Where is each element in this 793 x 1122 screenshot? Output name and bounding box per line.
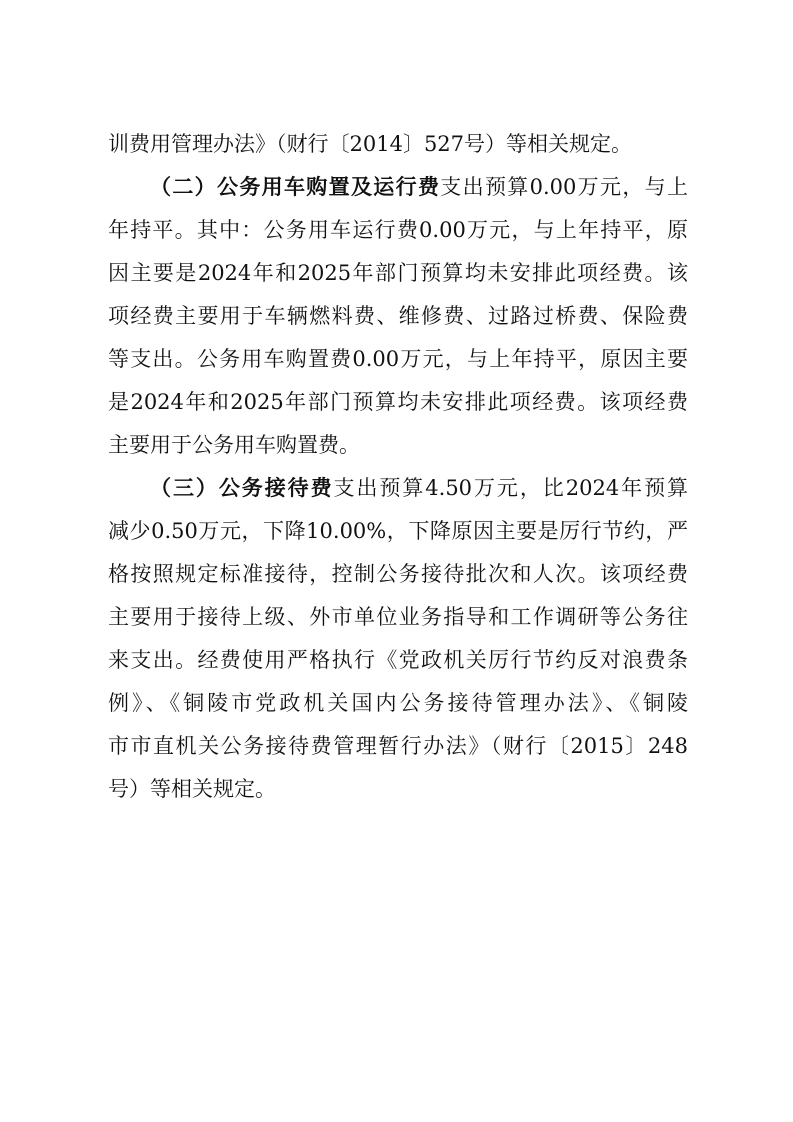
- body-text: 减少0.50万元，下降10.00%，下降原因主要是厉行节约，严: [108, 519, 688, 543]
- paragraph-3-line-4: [108, 597, 688, 637]
- body-text: 支出预算4.50万元，比2024年预算: [333, 476, 688, 500]
- body-text: 市市直机关公务接待费管理暂行办法》（财行〔2015〕248: [108, 734, 688, 758]
- body-text: 主要用于接待上级、外市单位业务指导和工作调研等公务往: [108, 605, 688, 629]
- body-text: 因主要是2024年和2025年部门预算均未安排此项经费。该: [108, 261, 688, 285]
- paragraph-3-line-2: [108, 511, 688, 551]
- body-text: 例》、《铜陵市党政机关国内公务接待管理办法》、《铜陵: [108, 691, 688, 715]
- paragraph-3-line-6: [108, 683, 688, 723]
- paragraph-2-line-2: [108, 210, 688, 250]
- paragraph-3-line-8: [108, 769, 688, 809]
- body-text: 训费用管理办法》（财行〔2014〕527号）等相关规定。: [108, 132, 633, 156]
- body-text: 是2024年和2025年部门预算均未安排此项经费。该项经费: [108, 390, 688, 414]
- body-text: 支出预算0.00万元，与上: [440, 175, 688, 199]
- paragraph-2-line-4: [108, 296, 688, 336]
- paragraph-3-line-3: [108, 554, 688, 594]
- body-text: 项经费主要用于车辆燃料费、维修费、过路过桥费、保险费: [108, 304, 688, 328]
- paragraph-3-line-5: [108, 640, 688, 680]
- paragraph-2-line-5: [108, 339, 688, 379]
- body-text: 年持平。其中：公务用车运行费0.00万元，与上年持平，原: [108, 218, 688, 242]
- section-heading-reception-costs: （三）公务接待费: [150, 475, 334, 500]
- body-text: 号）等相关规定。: [108, 777, 276, 801]
- paragraph-2-line-7: [108, 425, 688, 465]
- body-text: 来支出。经费使用严格执行《党政机关厉行节约反对浪费条: [108, 648, 688, 672]
- paragraph-2-line-1: [150, 167, 688, 207]
- paragraph-2-line-3: [108, 253, 688, 293]
- paragraph-2-line-6: [108, 382, 688, 422]
- body-text: 格按照规定标准接待，控制公务接待批次和人次。该项经费: [108, 562, 688, 586]
- body-text: 主要用于公务用车购置费。: [108, 433, 360, 457]
- paragraph-3-line-1: [150, 468, 688, 508]
- paragraph-3-line-7: [108, 726, 688, 766]
- paragraph-1-line-1: [108, 124, 688, 164]
- body-text: 等支出。公务用车购置费0.00万元，与上年持平，原因主要: [108, 347, 688, 371]
- section-heading-vehicle-costs: （二）公务用车购置及运行费: [150, 174, 441, 199]
